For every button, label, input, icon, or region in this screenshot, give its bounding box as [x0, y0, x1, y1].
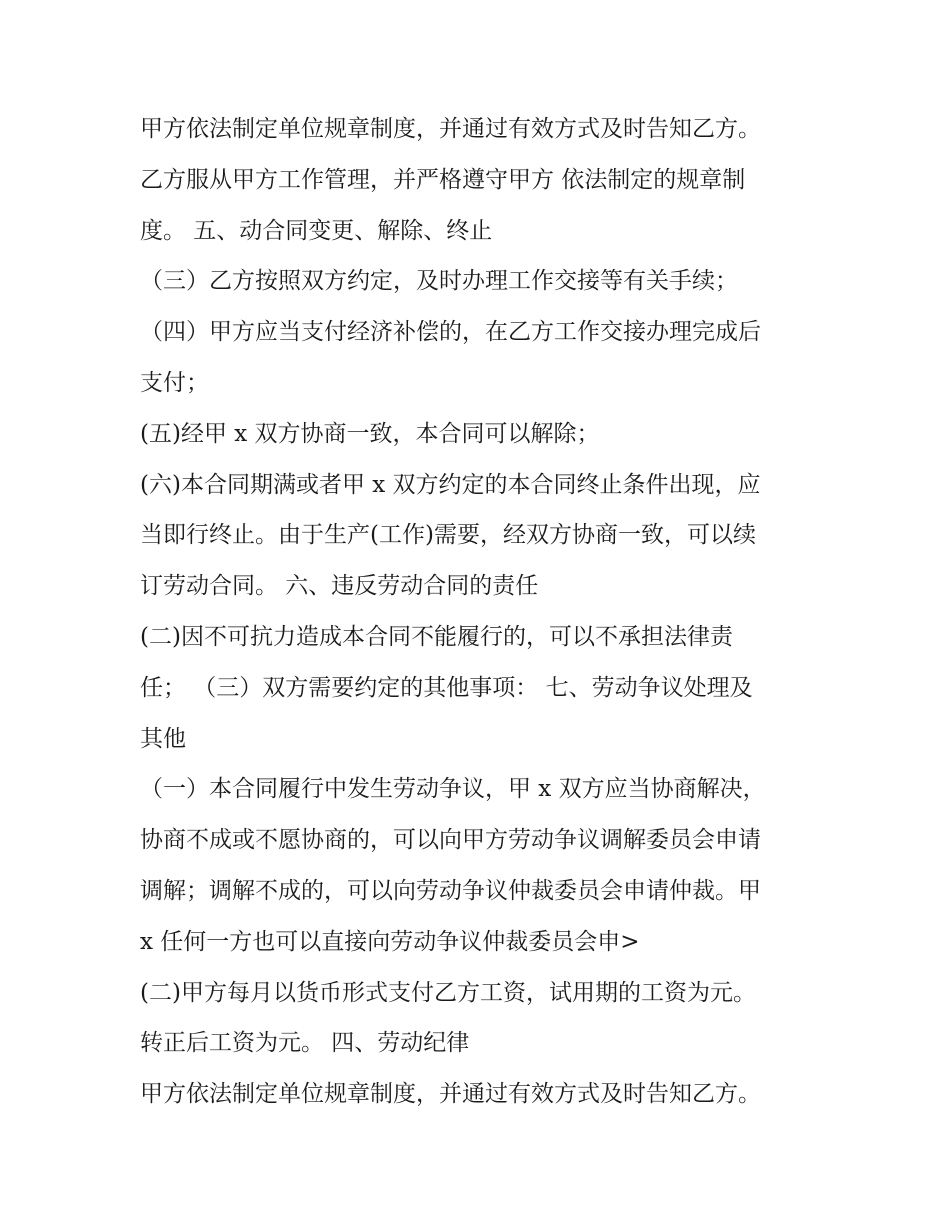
text-line: 甲方依法制定单位规章制度，并通过有效方式及时告知乙方。 [140, 1081, 761, 1108]
text-line: 支付； [140, 369, 209, 396]
text-line: 甲方依法制定单位规章制度，并通过有效方式及时告知乙方。 [140, 116, 761, 142]
document-body [140, 104, 820, 1120]
text-line: 度。 五、动合同变更、解除、终止 [140, 217, 493, 244]
text-line: 当即行终止。由于生产(工作)需要，经双方协商一致，可以续 [140, 522, 756, 549]
text-line: (六)本合同期满或者甲 x 双方约定的本合同终止条件出现，应 [140, 471, 761, 498]
text-line: (五)经甲 x 双方协商一致，本合同可以解除； [140, 420, 600, 447]
text-line: x 任何一方也可以直接向劳动争议仲裁委员会申> [140, 928, 640, 955]
text-line: （一）本合同履行中发生劳动争议，甲 x 双方应当协商解决， [140, 776, 766, 803]
text-line: 协商不成或不愿协商的，可以向甲方劳动争议调解委员会申请 [140, 827, 761, 854]
text-line: 其他 [140, 725, 186, 752]
text-line: 转正后工资为元。 四、劳动纪律 [140, 1030, 470, 1057]
text-line: 调解；调解不成的，可以向劳动争议仲裁委员会申请仲裁。甲 [140, 877, 761, 904]
text-line: （四）甲方应当支付经济补偿的，在乙方工作交接办理完成后 [140, 319, 761, 346]
text-line: （三）乙方按照双方约定，及时办理工作交接等有关手续； [140, 268, 738, 295]
text-line: (二)因不可抗力造成本合同不能履行的，可以不承担法律责 [140, 623, 733, 650]
text-line: 订劳动合同。 六、违反劳动合同的责任 [140, 573, 539, 600]
text-line: (二)甲方每月以货币形式支付乙方工资，试用期的工资为元。 [140, 979, 756, 1006]
text-line: 乙方服从甲方工作管理，并严格遵守甲方 依法制定的规章制 [140, 166, 746, 193]
text-line: 任； （三）双方需要约定的其他事项： 七、劳动争议处理及 [140, 674, 753, 701]
